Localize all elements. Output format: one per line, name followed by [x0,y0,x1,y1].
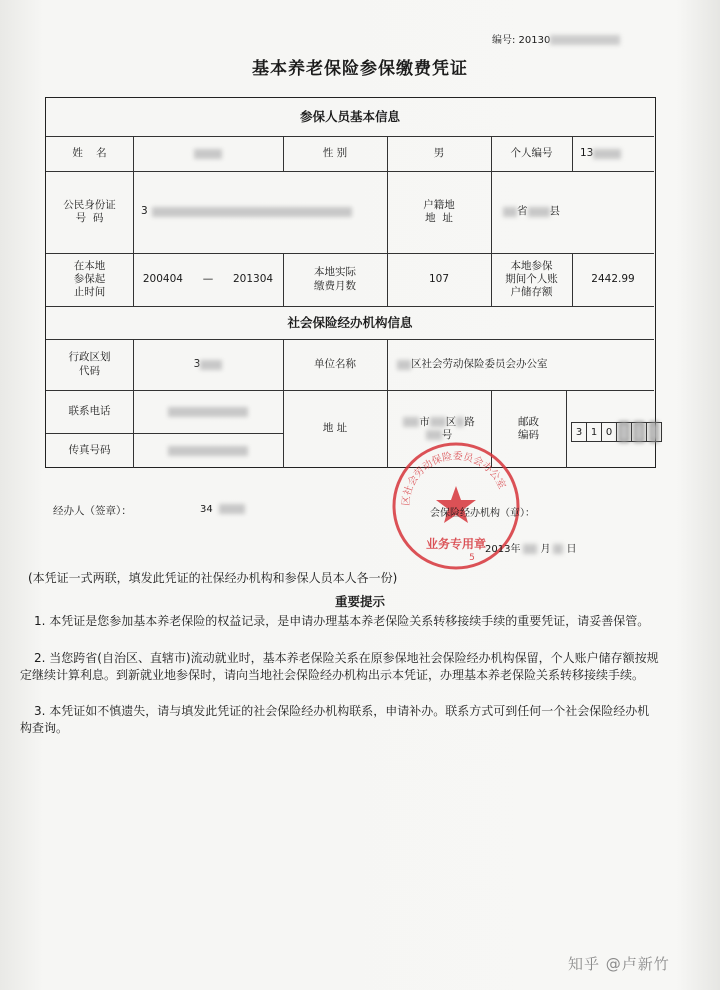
agency-stamp-label: 会保险经办机构（章）： [430,508,535,519]
postal-digit [616,422,632,442]
watermark: 知乎 @卢新竹 [568,955,670,973]
personal-no-label: 个人编号 [510,146,553,159]
account-label: 本地参保 期间个人账 户储存额 [505,259,558,299]
fax-value [133,433,283,468]
region-label: 行政区划 代码 [68,351,111,377]
postal-digits [572,422,662,442]
id-label: 公民身份证 号 码 [63,198,116,224]
postal-digit: 3 [571,422,587,442]
region-value: 3 [133,339,283,390]
household-value: 省 县 [491,171,654,253]
postal-label: 邮政 编码 [518,415,539,441]
serial-number: 编号: 20130 [492,31,620,46]
postal-digit: 0 [601,422,617,442]
id-value: 3 [133,171,387,253]
gender-value: 男 [433,146,445,159]
period-label: 在本地 参保起 止时间 [73,259,106,299]
months-label: 本地实际 缴费月数 [314,266,356,292]
address-label: 地 址 [322,422,348,435]
unit-value: 区社会劳动保险委员会办公室 [387,339,654,390]
stamp-center-text: 业务专用章 [425,537,487,551]
unit-label: 单位名称 [314,357,356,370]
postal-digit: 1 [586,422,602,442]
agent-number: 34 [200,504,245,515]
postal-digit [631,422,647,442]
phone-label: 联系电话 [68,404,111,417]
fax-label: 传真号码 [68,443,111,456]
tip-item-2: 2. 当您跨省(自治区、直辖市)流动就业时，基本养老保险关系在原参保地社会保险经办机构保留，个人账户储存额按规定继续计算利息。到新就业地参保时，请向当地社会保险经办机构出示本凭证，办理基本养老保险关系转移接续手续。 [20,651,659,682]
redacted-serial [550,35,620,45]
insured-section-title: 参保人员基本信息 [299,109,400,125]
gender-label: 性 别 [322,146,348,159]
personal-no-value: 13 [572,136,654,171]
address-value: 市 区 路 号 [387,390,491,468]
issue-date: 2013年 月 日 [485,544,577,555]
stamp-number: 5 [469,553,475,563]
copy-note: (本凭证一式两联，填发此凭证的社保经办机构和参保人员本人各一份) [28,571,398,585]
name-label: 姓 名 [72,146,107,159]
phone-value [133,390,283,433]
household-label: 户籍地 地 址 [423,198,455,224]
tips-title: 重要提示 [334,594,385,609]
postal-digit [646,422,662,442]
tip-item-3: 3. 本凭证如不慎遗失，请与填发此凭证的社会保险经办机构联系，申请补办。联系方式可到任何一个社会保险经办机构查询。 [20,704,650,735]
agency-section-title: 社会保险经办机构信息 [287,314,413,330]
months-value: 107 [428,272,450,285]
period-value: 200404 — 201304 [142,272,274,285]
agent-signature-label: 经办人（签章）： [53,505,132,517]
stamp-arc-text: 区社会劳动保险委员会办公室 [400,451,508,507]
info-table [45,97,656,468]
tip-item-1: 1. 本凭证是您参加基本养老保险的权益记录，是申请办理基本养老保险关系转移接续手续的重要凭证，请妥善保管。 [34,614,650,628]
account-value: 2442.99 [591,272,635,285]
document-title: 基本养老保险参保缴费凭证 [252,59,468,79]
name-value [133,136,283,171]
